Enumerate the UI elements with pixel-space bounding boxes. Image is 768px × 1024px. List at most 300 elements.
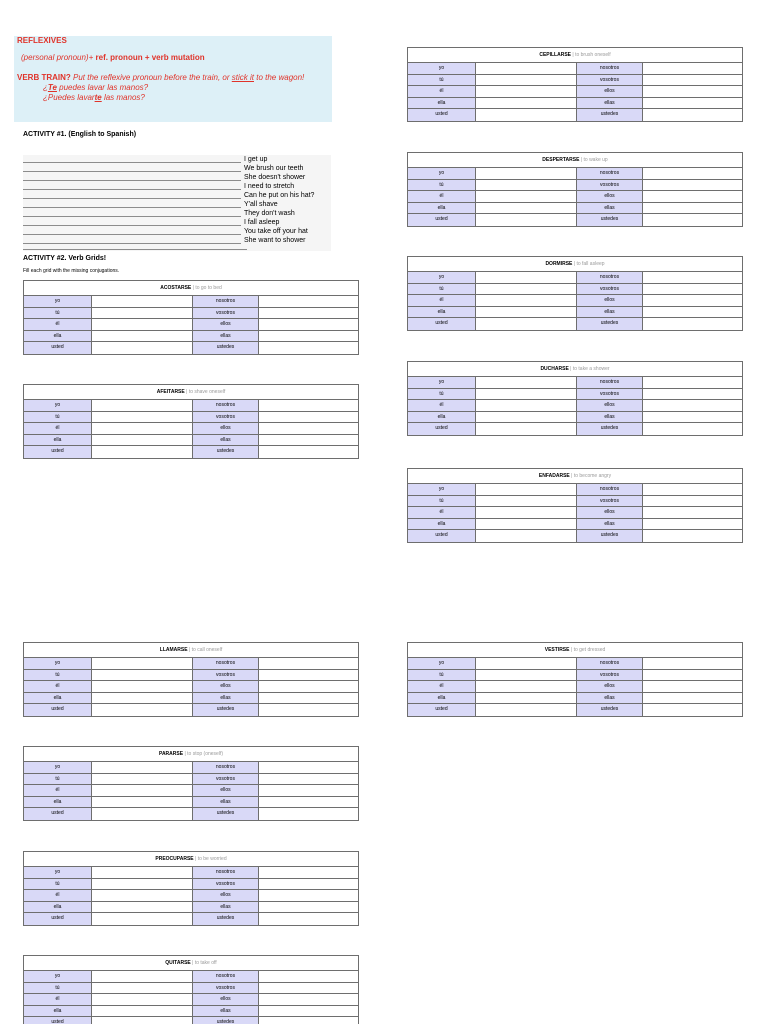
conjugation-row (24, 994, 358, 1006)
conjugation-cell[interactable] (91, 308, 192, 319)
pronoun-cell: ellas (576, 98, 642, 109)
answer-line[interactable] (23, 180, 241, 181)
conjugation-row (24, 423, 358, 435)
conjugation-cell[interactable] (91, 693, 192, 704)
verb-grid-ducharse (407, 361, 743, 436)
conjugation-cell[interactable] (258, 971, 358, 982)
verb-grid-header (24, 385, 358, 400)
conjugation-cell[interactable] (258, 774, 358, 785)
conjugation-row (408, 412, 742, 424)
pronoun-cell: vosotros (192, 670, 258, 681)
conjugation-cell[interactable] (642, 704, 742, 716)
conjugation-cell[interactable] (91, 412, 192, 423)
conjugation-cell[interactable] (91, 785, 192, 796)
conjugation-cell[interactable] (642, 284, 742, 295)
conjugation-row (408, 704, 742, 716)
pronoun-cell: yo (24, 971, 91, 982)
conjugation-cell[interactable] (258, 435, 358, 446)
conjugation-row (408, 75, 742, 87)
pronoun-cell: vosotros (576, 180, 642, 191)
conjugation-cell[interactable] (642, 412, 742, 423)
conjugation-cell[interactable] (258, 762, 358, 773)
formula-personal-pronoun: (personal pronoun)+ (21, 53, 96, 62)
conjugation-cell[interactable] (258, 342, 358, 354)
conjugation-cell[interactable] (258, 867, 358, 878)
pronoun-cell: ellos (576, 86, 642, 97)
conjugation-row (408, 389, 742, 401)
conjugation-cell[interactable] (258, 704, 358, 716)
pronoun-cell: ellas (192, 1006, 258, 1017)
verb-meaning: to get dressed (573, 647, 606, 653)
pronoun-cell: vosotros (576, 284, 642, 295)
pronoun-cell: tú (24, 308, 91, 319)
conjugation-cell[interactable] (91, 342, 192, 354)
conjugation-cell[interactable] (258, 913, 358, 925)
pronoun-cell: ella (24, 1006, 91, 1017)
sentence-text: She doesn't shower (244, 174, 306, 181)
answer-line[interactable] (23, 162, 241, 163)
conjugation-row (24, 913, 358, 925)
verb-separator: | (571, 52, 576, 58)
conjugation-cell[interactable] (475, 109, 576, 121)
conjugation-cell[interactable] (258, 400, 358, 411)
conjugation-cell[interactable] (258, 797, 358, 808)
pronoun-cell: ellas (192, 693, 258, 704)
conjugation-row (408, 519, 742, 531)
conjugation-row (408, 307, 742, 319)
conjugation-cell[interactable] (642, 658, 742, 669)
conjugation-cell[interactable] (258, 1006, 358, 1017)
conjugation-cell[interactable] (642, 423, 742, 435)
conjugation-cell[interactable] (258, 890, 358, 901)
pronoun-cell: vosotros (192, 308, 258, 319)
conjugation-cell[interactable] (642, 180, 742, 191)
verb-infinitive: QUITARSE (165, 960, 191, 966)
pronoun-cell: vosotros (192, 412, 258, 423)
conjugation-cell[interactable] (91, 331, 192, 342)
activity1-sentence-list (23, 155, 331, 251)
pronoun-cell: nosotros (192, 762, 258, 773)
conjugation-cell[interactable] (91, 670, 192, 681)
conjugation-row (24, 342, 358, 354)
verb-grid-header (408, 257, 742, 272)
conjugation-cell[interactable] (642, 214, 742, 226)
conjugation-cell[interactable] (91, 902, 192, 913)
verb-grid-pararse (23, 746, 359, 821)
verb-grid-header (408, 48, 742, 63)
conjugation-cell[interactable] (642, 86, 742, 97)
verb-infinitive: LLAMARSE (159, 647, 188, 653)
pronoun-cell: ella (24, 435, 91, 446)
conjugation-cell[interactable] (258, 308, 358, 319)
conjugation-cell[interactable] (642, 109, 742, 121)
pronoun-cell: ella (408, 412, 475, 423)
conjugation-cell[interactable] (258, 296, 358, 307)
conjugation-cell[interactable] (258, 879, 358, 890)
pronoun-cell: yo (408, 484, 475, 495)
verb-infinitive: PREOCUPARSE (155, 856, 194, 862)
conjugation-cell[interactable] (475, 704, 576, 716)
conjugation-cell[interactable] (91, 400, 192, 411)
conjugation-cell[interactable] (642, 307, 742, 318)
pronoun-cell: ellas (192, 435, 258, 446)
conjugation-cell[interactable] (475, 180, 576, 191)
conjugation-cell[interactable] (91, 797, 192, 808)
verb-separator: | (190, 960, 195, 966)
verb-infinitive: CEPILLARSE (539, 52, 571, 58)
conjugation-row (408, 109, 742, 121)
conjugation-cell[interactable] (475, 86, 576, 97)
answer-line[interactable] (23, 189, 241, 190)
pronoun-cell: ella (24, 902, 91, 913)
pronoun-cell: tú (408, 75, 475, 86)
conjugation-cell[interactable] (91, 681, 192, 692)
pronoun-cell: yo (408, 168, 475, 179)
conjugation-cell[interactable] (642, 670, 742, 681)
conjugation-cell[interactable] (642, 63, 742, 74)
conjugation-cell[interactable] (258, 983, 358, 994)
answer-line[interactable] (23, 207, 241, 208)
verb-grid-header (24, 281, 358, 296)
answer-line[interactable] (23, 198, 241, 199)
conjugation-cell[interactable] (91, 971, 192, 982)
conjugation-cell[interactable] (258, 423, 358, 434)
pronoun-cell: ellas (192, 797, 258, 808)
pronoun-cell: usted (24, 913, 91, 925)
pronoun-cell: usted (408, 214, 475, 226)
conjugation-cell[interactable] (258, 1017, 358, 1024)
conjugation-row (24, 670, 358, 682)
conjugation-cell[interactable] (475, 295, 576, 306)
conjugation-cell[interactable] (91, 762, 192, 773)
conjugation-cell[interactable] (642, 530, 742, 542)
conjugation-cell[interactable] (642, 496, 742, 507)
conjugation-row (408, 214, 742, 226)
verb-grid-vestirse (407, 642, 743, 717)
sentence-row (23, 164, 331, 173)
answer-line[interactable] (23, 171, 241, 172)
pronoun-cell: yo (24, 867, 91, 878)
verb-grid-dormirse (407, 256, 743, 331)
pronoun-cell: vosotros (576, 389, 642, 400)
conjugation-cell[interactable] (91, 1006, 192, 1017)
conjugation-row (24, 681, 358, 693)
pronoun-cell: nosotros (192, 867, 258, 878)
sentence-row (23, 173, 331, 182)
example-sentence-1: ¿Te puedes lavar las manos? (43, 83, 149, 92)
conjugation-cell[interactable] (258, 808, 358, 820)
pronoun-cell: nosotros (576, 168, 642, 179)
conjugation-cell[interactable] (258, 331, 358, 342)
pronoun-cell: tú (408, 389, 475, 400)
verb-infinitive: DORMIRSE (545, 261, 573, 267)
example-sentence-2: ¿Puedes lavarte las manos? (43, 93, 145, 102)
conjugation-cell[interactable] (91, 867, 192, 878)
verb-train-label: VERB TRAIN? (17, 73, 71, 82)
sentence-row (23, 200, 331, 209)
conjugation-cell[interactable] (642, 519, 742, 530)
conjugation-cell[interactable] (642, 377, 742, 388)
conjugation-cell[interactable] (91, 879, 192, 890)
conjugation-cell[interactable] (475, 377, 576, 388)
conjugation-cell[interactable] (258, 670, 358, 681)
conjugation-cell[interactable] (475, 530, 576, 542)
pronoun-cell: ella (408, 519, 475, 530)
conjugation-row (408, 295, 742, 307)
verb-separator: | (579, 157, 584, 163)
conjugation-cell[interactable] (258, 994, 358, 1005)
conjugation-row (408, 693, 742, 705)
conjugation-row (24, 867, 358, 879)
conjugation-cell[interactable] (642, 681, 742, 692)
verb-grid-header (408, 153, 742, 168)
conjugation-row (408, 400, 742, 412)
verb-infinitive: ENFADARSE (538, 473, 570, 479)
pronoun-cell: tú (24, 412, 91, 423)
conjugation-cell[interactable] (91, 890, 192, 901)
verb-meaning: to stop (oneself) (187, 751, 223, 757)
pronoun-cell: tú (408, 670, 475, 681)
conjugation-cell[interactable] (475, 484, 576, 495)
conjugation-cell[interactable] (258, 785, 358, 796)
conjugation-cell[interactable] (91, 704, 192, 716)
sentence-text: We brush our teeth (244, 165, 304, 172)
conjugation-cell[interactable] (642, 272, 742, 283)
answer-line[interactable] (23, 243, 241, 244)
verb-grid-despertarse (407, 152, 743, 227)
pronoun-cell: nosotros (192, 296, 258, 307)
conjugation-cell[interactable] (475, 75, 576, 86)
pronoun-cell: yo (24, 762, 91, 773)
verb-grid-acostarse (23, 280, 359, 355)
pronoun-cell: ustedes (192, 913, 258, 925)
conjugation-cell[interactable] (258, 446, 358, 458)
conjugation-cell[interactable] (642, 484, 742, 495)
pronoun-cell: yo (408, 658, 475, 669)
conjugation-row (24, 400, 358, 412)
conjugation-cell[interactable] (475, 389, 576, 400)
conjugation-cell[interactable] (258, 319, 358, 330)
conjugation-cell[interactable] (475, 519, 576, 530)
conjugation-row (24, 446, 358, 458)
pronoun-cell: ella (408, 203, 475, 214)
pronoun-cell: él (408, 400, 475, 411)
pronoun-cell: ellos (192, 681, 258, 692)
pronoun-cell: ellas (576, 412, 642, 423)
conjugation-cell[interactable] (91, 319, 192, 330)
conjugation-cell[interactable] (91, 435, 192, 446)
conjugation-cell[interactable] (475, 400, 576, 411)
pronoun-cell: vosotros (576, 75, 642, 86)
conjugation-cell[interactable] (91, 774, 192, 785)
pronoun-cell: usted (24, 808, 91, 820)
verb-grid-preocuparse (23, 851, 359, 926)
sentence-text: I fall asleep (244, 219, 280, 226)
conjugation-cell[interactable] (91, 808, 192, 820)
conjugation-cell[interactable] (475, 203, 576, 214)
pronoun-cell: ustedes (192, 704, 258, 716)
pronoun-cell: tú (24, 670, 91, 681)
verb-infinitive: AFEITARSE (156, 389, 185, 395)
answer-line[interactable] (23, 249, 247, 250)
conjugation-cell[interactable] (642, 203, 742, 214)
conjugation-cell[interactable] (475, 681, 576, 692)
pronoun-cell: nosotros (576, 658, 642, 669)
conjugation-row (24, 658, 358, 670)
conjugation-cell[interactable] (475, 412, 576, 423)
conjugation-cell[interactable] (475, 658, 576, 669)
conjugation-cell[interactable] (475, 693, 576, 704)
verb-meaning: to shave oneself (188, 389, 226, 395)
verb-grid-header (24, 643, 358, 658)
pronoun-cell: usted (408, 318, 475, 330)
conjugation-row (24, 902, 358, 914)
pronoun-cell: ellos (192, 890, 258, 901)
sentence-row (23, 182, 331, 191)
answer-line[interactable] (23, 234, 241, 235)
answer-line[interactable] (23, 216, 241, 217)
answer-line[interactable] (23, 225, 241, 226)
verb-separator: | (183, 751, 188, 757)
activity1-title: ACTIVITY #1. (English to Spanish) (23, 131, 137, 138)
pronoun-cell: ellos (576, 400, 642, 411)
conjugation-cell[interactable] (91, 913, 192, 925)
conjugation-cell[interactable] (475, 423, 576, 435)
conjugation-cell[interactable] (475, 63, 576, 74)
conjugation-cell[interactable] (258, 658, 358, 669)
conjugation-cell[interactable] (475, 272, 576, 283)
conjugation-cell[interactable] (642, 400, 742, 411)
pronoun-cell: ustedes (192, 1017, 258, 1024)
conjugation-cell[interactable] (642, 693, 742, 704)
pronoun-cell: vosotros (192, 774, 258, 785)
conjugation-row (24, 704, 358, 716)
conjugation-row (408, 272, 742, 284)
verb-train-stick: stick it (231, 73, 254, 82)
conjugation-cell[interactable] (475, 214, 576, 226)
conjugation-cell[interactable] (258, 902, 358, 913)
verb-grid-header (24, 956, 358, 971)
conjugation-cell[interactable] (475, 168, 576, 179)
conjugation-cell[interactable] (91, 983, 192, 994)
pronoun-cell: él (408, 295, 475, 306)
pronoun-cell: él (408, 507, 475, 518)
reflexive-formula (21, 53, 205, 62)
conjugation-cell[interactable] (642, 295, 742, 306)
verb-meaning: to take off (194, 960, 217, 966)
conjugation-cell[interactable] (258, 412, 358, 423)
pronoun-cell: ustedes (576, 214, 642, 226)
pronoun-cell: ustedes (576, 318, 642, 330)
verb-infinitive: DUCHARSE (540, 366, 569, 372)
conjugation-cell[interactable] (258, 693, 358, 704)
verb-train-text: Put the reflexive pronoun before the train, or (70, 73, 232, 82)
conjugation-cell[interactable] (91, 1017, 192, 1024)
conjugation-cell[interactable] (91, 658, 192, 669)
conjugation-row (408, 318, 742, 330)
conjugation-cell[interactable] (475, 307, 576, 318)
conjugation-cell[interactable] (475, 191, 576, 202)
conjugation-cell[interactable] (642, 318, 742, 330)
conjugation-cell[interactable] (642, 507, 742, 518)
verb-grid-llamarse (23, 642, 359, 717)
conjugation-cell[interactable] (642, 75, 742, 86)
sentence-row (23, 155, 331, 164)
verb-separator: | (193, 856, 198, 862)
verb-separator: | (569, 473, 574, 479)
verb-meaning: to become angry (573, 473, 612, 479)
conjugation-cell[interactable] (475, 284, 576, 295)
verb-separator: | (184, 389, 189, 395)
conjugation-cell[interactable] (475, 318, 576, 330)
conjugation-row (408, 507, 742, 519)
verb-meaning: to wake up (583, 157, 608, 163)
verb-meaning: to fall asleep (576, 261, 605, 267)
conjugation-row (24, 762, 358, 774)
pronoun-cell: tú (408, 180, 475, 191)
conjugation-row (24, 412, 358, 424)
pronoun-cell: usted (408, 530, 475, 542)
pronoun-cell: nosotros (576, 272, 642, 283)
pronoun-cell: ellas (576, 307, 642, 318)
pronoun-cell: ellas (192, 902, 258, 913)
pronoun-cell: él (24, 785, 91, 796)
pronoun-cell: usted (408, 109, 475, 121)
pronoun-cell: ella (408, 98, 475, 109)
conjugation-cell[interactable] (642, 191, 742, 202)
pronoun-cell: ella (24, 693, 91, 704)
pronoun-cell: él (408, 191, 475, 202)
conjugation-row (408, 484, 742, 496)
conjugation-cell[interactable] (475, 670, 576, 681)
verb-grid-header (24, 852, 358, 867)
pronoun-cell: usted (24, 704, 91, 716)
pronoun-cell: él (24, 319, 91, 330)
verb-grid-header (408, 643, 742, 658)
conjugation-row (408, 203, 742, 215)
conjugation-cell[interactable] (91, 446, 192, 458)
pronoun-cell: usted (24, 342, 91, 354)
verb-infinitive: DESPERTARSE (542, 157, 580, 163)
verb-separator: | (572, 261, 577, 267)
conjugation-cell[interactable] (642, 389, 742, 400)
conjugation-cell[interactable] (91, 994, 192, 1005)
conjugation-cell[interactable] (642, 98, 742, 109)
pronoun-cell: usted (24, 1017, 91, 1024)
conjugation-row (408, 86, 742, 98)
verb-separator: | (568, 366, 573, 372)
reflexives-info-box (14, 36, 332, 122)
sentence-text: Y'all shave (244, 201, 278, 208)
conjugation-cell[interactable] (91, 296, 192, 307)
conjugation-row (408, 681, 742, 693)
conjugation-cell[interactable] (475, 496, 576, 507)
conjugation-cell[interactable] (258, 681, 358, 692)
conjugation-cell[interactable] (475, 98, 576, 109)
conjugation-cell[interactable] (91, 423, 192, 434)
verb-meaning: to be worried (197, 856, 227, 862)
pronoun-cell: él (408, 681, 475, 692)
conjugation-cell[interactable] (475, 507, 576, 518)
sentence-text: They don't wash (244, 210, 295, 217)
pronoun-cell: ellos (192, 994, 258, 1005)
pronoun-cell: ella (408, 693, 475, 704)
verb-infinitive: VESTIRSE (544, 647, 570, 653)
conjugation-row (24, 890, 358, 902)
pronoun-cell: ustedes (192, 808, 258, 820)
pronoun-cell: nosotros (192, 658, 258, 669)
conjugation-cell[interactable] (642, 168, 742, 179)
